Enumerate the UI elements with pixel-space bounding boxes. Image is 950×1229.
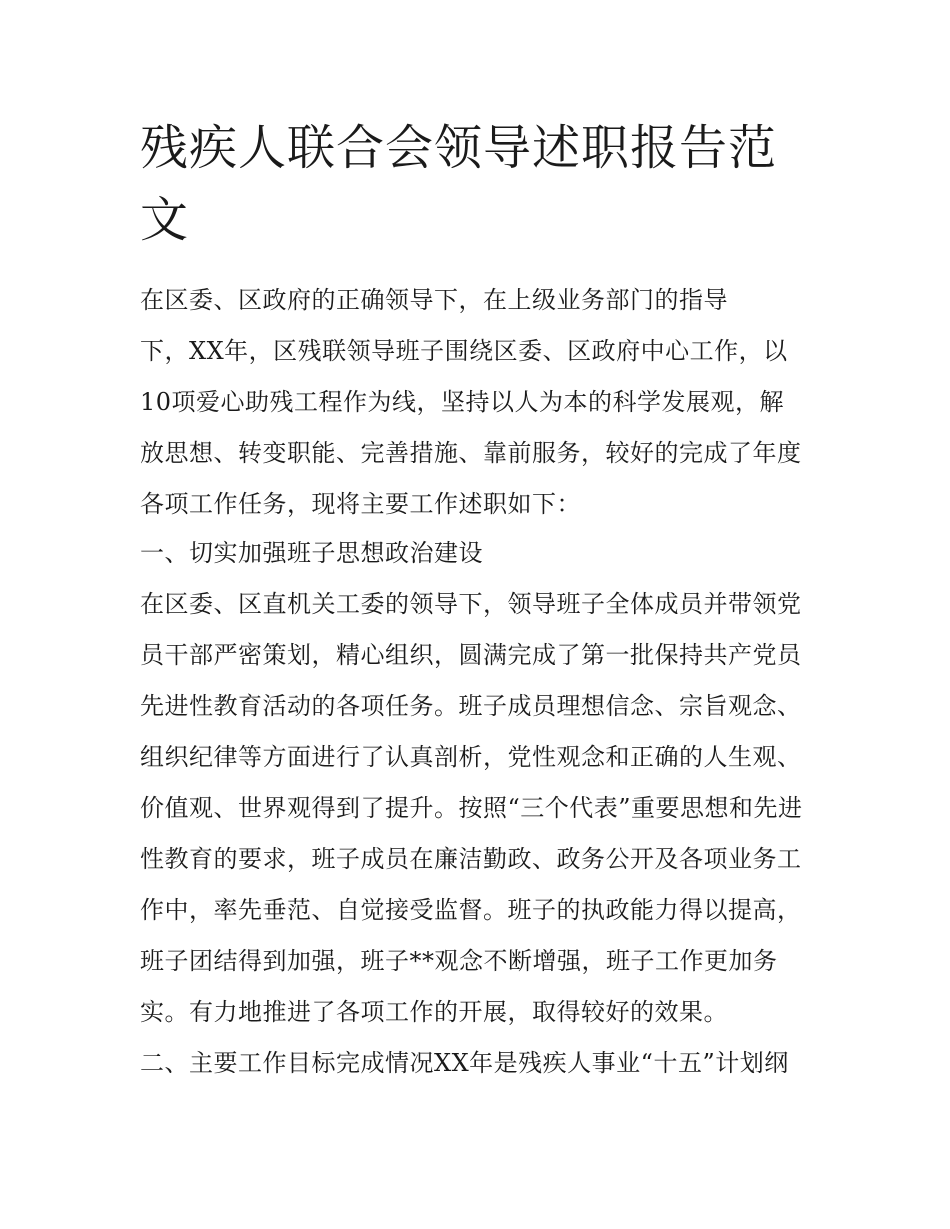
body-line: 10项爱心助残工程作为线，坚持以人为本的科学发展观，解 [140, 388, 785, 416]
title-line-1: 残疾人联合会领导述职报告范 [140, 120, 778, 176]
document-title [140, 112, 820, 256]
body-line: 作中，率先垂范、自觉接受监督。班子的执政能力得以提高， [140, 896, 802, 924]
body-line: 员干部严密策划，精心组织，圆满完成了第一批保持共产党员 [140, 641, 802, 669]
body-line: 先进性教育活动的各项任务。班子成员理想信念、宗旨观念、 [140, 692, 802, 720]
body-line: 组织纪律等方面进行了认真剖析，党性观念和正确的人生观、 [140, 743, 802, 771]
body-line: 下，XX年，区残联领导班子围绕区委、区政府中心工作，以 [140, 337, 788, 365]
body-line: 在区委、区政府的正确领导下，在上级业务部门的指导 [140, 286, 728, 314]
body-line: 性教育的要求，班子成员在廉洁勤政、政务公开及各项业务工 [140, 845, 802, 873]
body-line: 在区委、区直机关工委的领导下，领导班子全体成员并带领党 [140, 590, 802, 618]
body-line: 放思想、转变职能、完善措施、靠前服务，较好的完成了年度 [140, 439, 802, 467]
body-line: 实。有力地推进了各项工作的开展，取得较好的效果。 [140, 998, 728, 1026]
body-line: 各项工作任务，现将主要工作述职如下： [140, 490, 581, 518]
title-line-2: 文 [140, 192, 190, 248]
body-line: 价值观、世界观得到了提升。按照“三个代表”重要思想和先进 [140, 794, 803, 822]
section-heading: 一、切实加强班子思想政治建设 [140, 539, 483, 567]
section-heading: 二、主要工作目标完成情况XX年是残疾人事业“十五”计划纲 [140, 1049, 789, 1077]
body-line: 班子团结得到加强，班子**观念不断增强，班子工作更加务 [140, 947, 778, 975]
